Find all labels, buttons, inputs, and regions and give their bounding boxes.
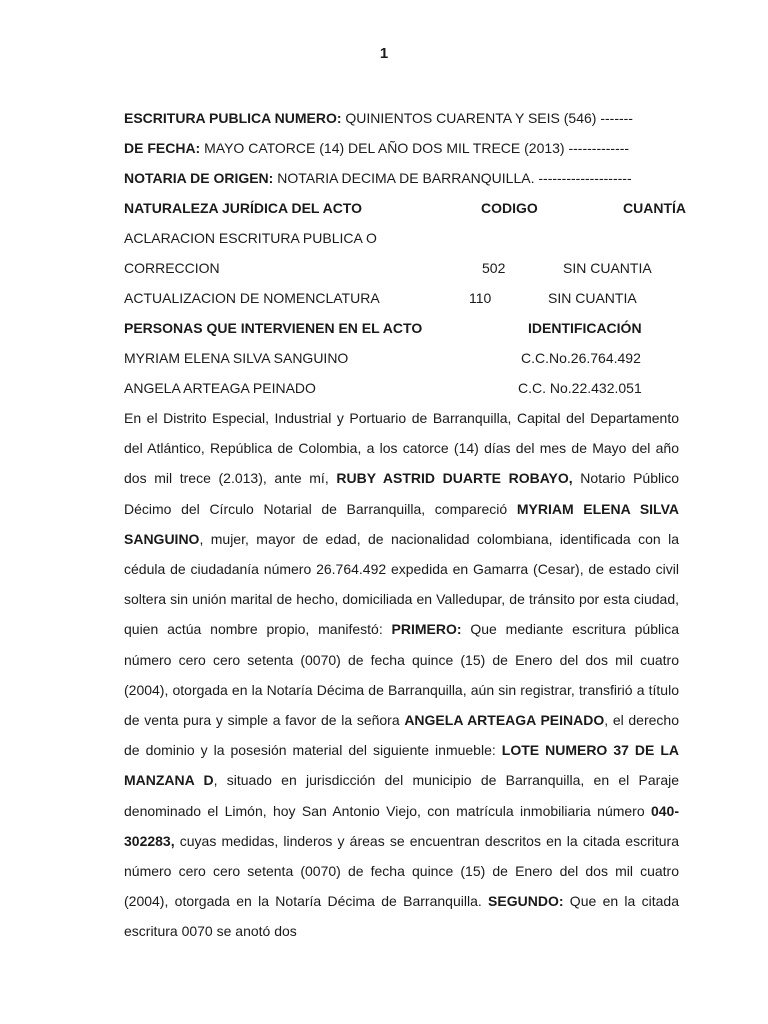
body-text-6: , situado en jurisdicción del municipio de Barranquilla, en el Paraje denominado el Limón, hoy San Antonio Viejo, con matrícula inmobiliaria número xyxy=(124,772,679,819)
body-text-4: Que mediante escritura pública número cero cero setenta (0070) de fecha quince (15) de Enero del dos mil cuatro (2004), otorgada en la Notaría Décima de Barranquilla, aún sin registrar, transfirió a título de venta pura y simple a favor de la señora xyxy=(124,621,679,729)
notaria-label: NOTARIA DE ORIGEN: xyxy=(124,170,274,186)
col-cuantia-header: CUANTÍA xyxy=(623,200,686,216)
body-text-8: Que en la citada escritura 0070 se anotó dos xyxy=(124,893,679,940)
escritura-line xyxy=(124,103,679,133)
person-row-1 xyxy=(124,343,679,373)
compareciente-name: MYRIAM ELENA SILVA SANGUINO xyxy=(124,500,679,547)
act-codigo: 502 xyxy=(482,260,506,276)
segundo-label: SEGUNDO: xyxy=(488,893,564,910)
act-row-2 xyxy=(124,283,679,313)
person-row-2 xyxy=(124,373,679,403)
person-name: ANGELA ARTEAGA PEINADO xyxy=(124,380,316,396)
act-name: ACLARACION ESCRITURA PUBLICA O xyxy=(124,230,377,246)
primero-label: PRIMERO: xyxy=(391,621,462,638)
notary-name: RUBY ASTRID DUARTE ROBAYO, xyxy=(336,470,573,487)
page-number: 1 xyxy=(379,45,389,62)
document-content xyxy=(124,103,686,947)
body-text-5: , el derecho de dominio y la posesión material del siguiente inmueble: xyxy=(124,712,679,759)
body-paragraph xyxy=(124,403,679,947)
person-id: C.C.No.26.764.492 xyxy=(521,350,641,366)
escritura-value: QUINIENTOS CUARENTA Y SEIS (546) ------- xyxy=(341,110,633,126)
col-identificacion-header: IDENTIFICACIÓN xyxy=(528,320,642,336)
body-text-2: Notario Público Décimo del Círculo Notarial de Barranquilla, compareció xyxy=(124,470,679,517)
col-codigo-header: CODIGO xyxy=(481,200,538,216)
act-codigo: 110 xyxy=(469,290,492,306)
act-cuantia: SIN CUANTIA xyxy=(563,260,652,276)
compradora-name: ANGELA ARTEAGA PEINADO xyxy=(404,712,605,729)
body-text-3: , mujer, mayor de edad, de nacionalidad colombiana, identificada con la cédula de ciudadanía número 26.764.492 expedida en Gamarra (Cesar), de estado civil soltera sin unión marital de hecho, domiciliada en Valledupar, de tránsito por esta ciudad, quien actúa nombre propio, manifestó: xyxy=(124,530,679,638)
escritura-label: ESCRITURA PUBLICA NUMERO: xyxy=(124,110,342,126)
fecha-value: MAYO CATORCE (14) DEL AÑO DOS MIL TRECE (2013) ------------- xyxy=(200,140,630,156)
act-row-1-line-2 xyxy=(124,253,679,283)
notaria-line xyxy=(124,163,679,193)
matricula-number: 040-302283, xyxy=(124,802,679,849)
body-text-1: En el Distrito Especial, Industrial y Portuario de Barranquilla, Capital del Departamento del Atlántico, República de Colombia, a los catorce (14) días del mes de Mayo del año dos mil trece (2.013), ante mí, xyxy=(124,410,679,487)
col-naturaleza-header: NATURALEZA JURÍDICA DEL ACTO xyxy=(124,200,362,216)
body-text-7: cuyas medidas, linderos y áreas se encuentran descritos en la citada escritura número cero cero setenta (0070) de fecha quince (15) de Enero del dos mil cuatro (2004), otorgada en la Notaría Décima de Barranquilla. xyxy=(124,832,679,910)
act-row-1-line-1 xyxy=(124,223,679,253)
act-name-continued: CORRECCION xyxy=(124,260,220,276)
act-cuantia: SIN CUANTIA xyxy=(548,290,637,306)
lote-identifier: LOTE NUMERO 37 DE LA MANZANA D xyxy=(124,742,680,789)
fecha-label: DE FECHA: xyxy=(124,140,201,156)
person-id: C.C. No.22.432.051 xyxy=(518,380,642,396)
fecha-line xyxy=(124,133,679,163)
col-personas-header: PERSONAS QUE INTERVIENEN EN EL ACTO xyxy=(124,320,423,336)
person-name: MYRIAM ELENA SILVA SANGUINO xyxy=(124,350,349,366)
persons-table-header xyxy=(124,313,679,343)
notaria-value: NOTARIA DECIMA DE BARRANQUILLA. -------------------- xyxy=(273,170,632,186)
acts-table-header xyxy=(124,193,686,223)
act-name: ACTUALIZACION DE NOMENCLATURA xyxy=(124,290,380,306)
